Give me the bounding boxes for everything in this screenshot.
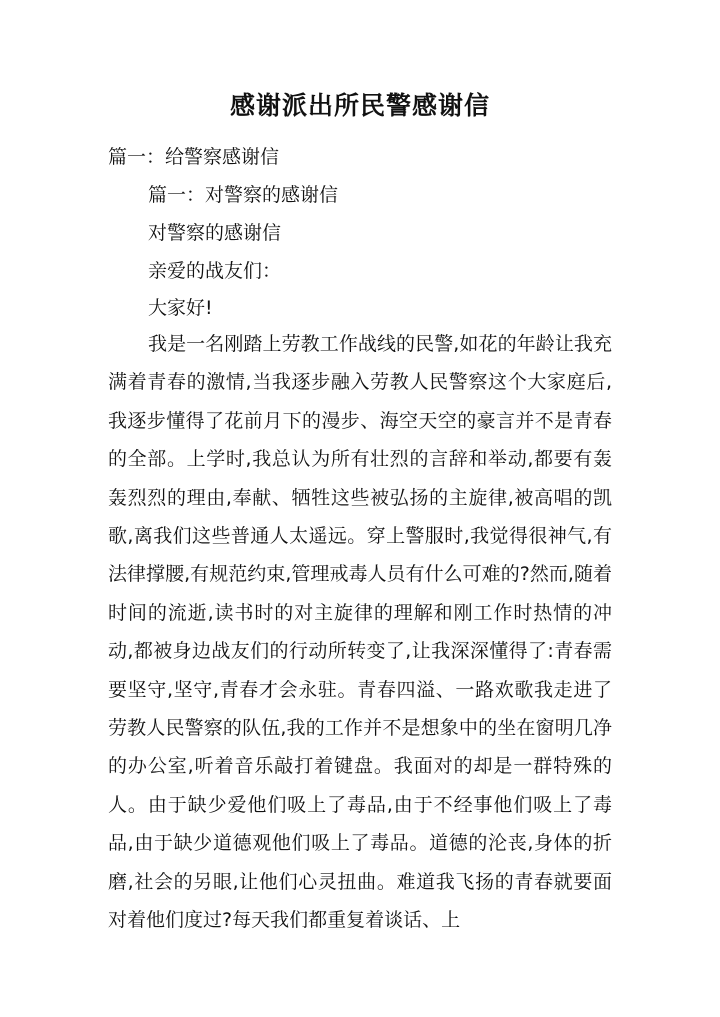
document-title: 感谢派出所民警感谢信 [229, 91, 490, 120]
sub-heading: 篇一：对警察的感谢信 [148, 184, 339, 206]
section-heading: 篇一：给警察感谢信 [108, 146, 280, 168]
greeting: 大家好! [148, 297, 213, 319]
letter-title: 对警察的感谢信 [148, 222, 282, 244]
letter-body: 我是一名刚踏上劳教工作战线的民警,如花的年龄让我充满着青春的激情,当我逐步融入劳教人民警察这个大家庭后,我逐步懂得了花前月下的漫步、海空天空的豪言并不是青春的全部。上学时,我总认为所有壮烈的言辞和举动,都要有轰轰烈烈的理由,奉献、牺牲这些被弘扬的主旋律,被高唱的凯歌,离我们这些普通人太遥远。穿上警服时,我觉得很神气,有法律撑腰,有规范约束,管理戒毒人员有什么可难的?然而,随着时间的流逝,读书时的对主旋律的理解和刚工作时热情的冲动,都被身边战友们的行动所转变了,让我深深懂得了:青春需要坚守,坚守,青春才会永驻。青春四溢、一路欢歌我走进了劳教人民警察的队伍,我的工作并不是想象中的坐在窗明几净的办公室,听着音乐敲打着键盘。我面对的却是一群特殊的人。由于缺少爱他们吸上了毒品,由于不经事他们吸上了毒品,由于缺少道德观他们吸上了毒品。道德的沦丧,身体的折磨,社会的另眼,让他们心灵扭曲。难道我飞扬的青春就要面对着他们度过?每天我们都重复着谈话、上 [108, 333, 612, 932]
salutation: 亲爱的战友们： [148, 260, 282, 282]
